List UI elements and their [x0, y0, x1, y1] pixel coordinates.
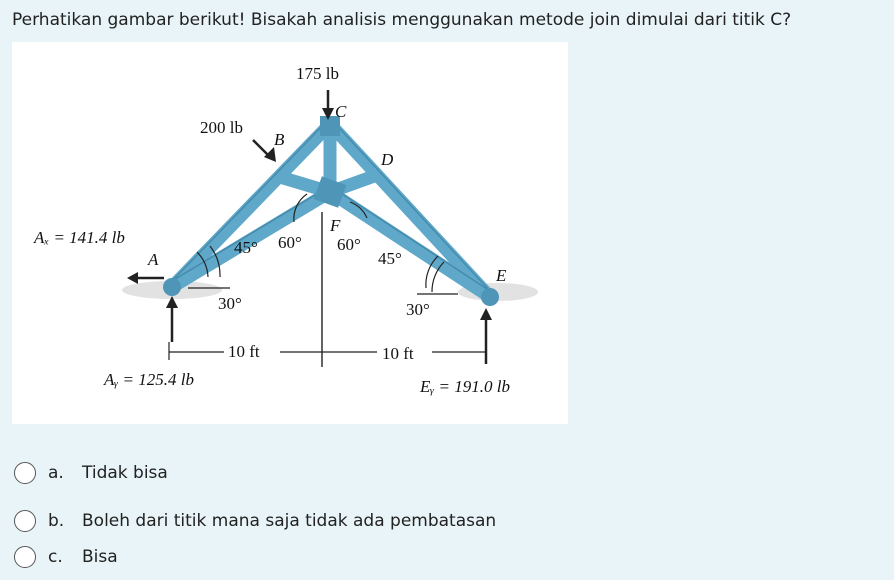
option-b-text: Boleh dari titik mana saja tidak ada pembatasan: [82, 511, 497, 531]
option-a-text: Tidak bisa: [82, 463, 168, 483]
option-c-text: Bisa: [82, 547, 118, 567]
node-b-label: B: [274, 130, 285, 149]
option-b[interactable]: [14, 510, 496, 532]
question-text: Perhatikan gambar berikut! Bisakah analisis menggunakan metode join dimulai dari titik C?: [12, 10, 792, 30]
option-c-letter: c.: [48, 547, 63, 567]
node-e-label: E: [496, 266, 507, 285]
node-c-label: C: [335, 102, 347, 121]
node-d-label: D: [381, 150, 394, 169]
load-b-arrow: [253, 140, 269, 156]
dim-left-label: 10 ft: [228, 342, 260, 361]
angle-60-right: 60°: [337, 235, 361, 254]
ay-label: Aᵧ = 125.4 lb: [104, 370, 194, 389]
support-a: [163, 278, 181, 296]
ey-label: Eᵧ = 191.0 lb: [420, 377, 510, 396]
angle-60-left: 60°: [278, 233, 302, 252]
truss-figure: [12, 42, 568, 424]
radio-b[interactable]: [14, 510, 36, 532]
radio-c[interactable]: [14, 546, 36, 568]
node-f-label: F: [330, 216, 341, 235]
dim-right-label: 10 ft: [382, 344, 414, 363]
support-e: [481, 288, 499, 306]
option-a[interactable]: [14, 462, 168, 484]
load-c-label: 175 lb: [296, 64, 339, 83]
option-c[interactable]: [14, 546, 118, 568]
node-a-label: A: [148, 250, 159, 269]
angle-30-right: 30°: [406, 300, 430, 319]
angle-45-right: 45°: [378, 249, 402, 268]
angle-45-left: 45°: [234, 238, 258, 257]
option-a-letter: a.: [48, 463, 64, 483]
load-b-label: 200 lb: [200, 118, 243, 137]
radio-a[interactable]: [14, 462, 36, 484]
option-b-letter: b.: [48, 511, 65, 531]
ax-label: Aₓ = 141.4 lb: [34, 228, 125, 247]
angle-30-left: 30°: [218, 294, 242, 313]
